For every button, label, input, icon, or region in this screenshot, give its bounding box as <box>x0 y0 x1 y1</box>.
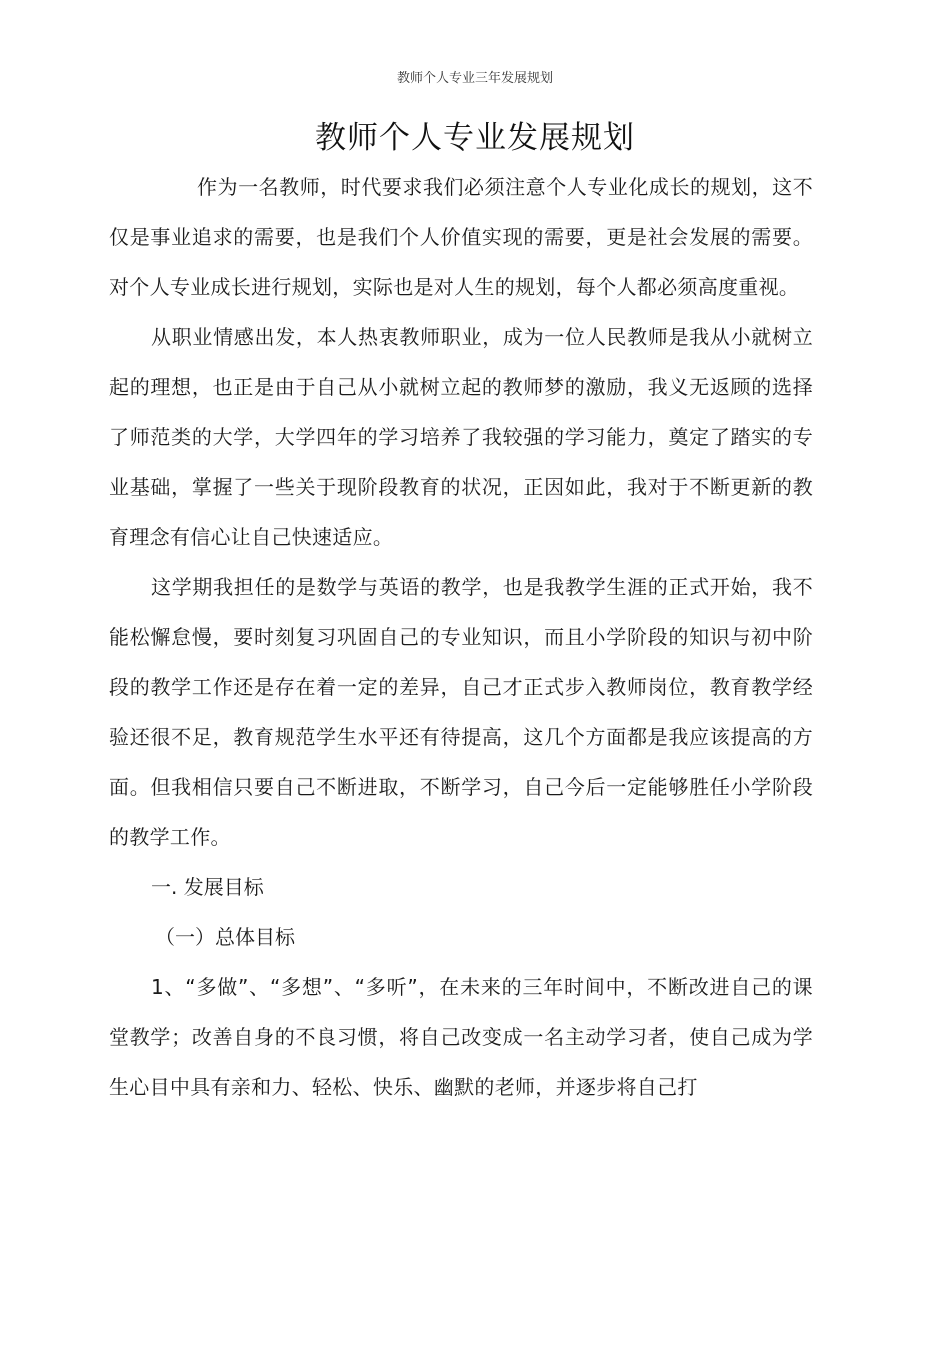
paragraph-current-teaching: 这学期我担任的是数学与英语的教学，也是我教学生涯的正式开始，我不能松懈怠慢，要时刻复习巩固自己的专业知识，而且小学阶段的知识与初中阶段的教学工作还是存在着一定的差异，自己才正式步入教师岗位，教育教学经验还很不足，教育规范学生水平还有待提高，这几个方面都是我应该提高的方面。但我相信只要自己不断进取，不断学习，自己今后一定能够胜任小学阶段的教学工作。 <box>109 575 813 849</box>
subsection-heading: （一）总体目标 <box>155 925 295 949</box>
document-title: 教师个人专业发展规划 <box>315 120 635 156</box>
paragraph-career-motivation: 从职业情感出发，本人热衷教师职业，成为一位人民教师是我从小就树立起的理想，也正是由于自己从小就树立起的教师梦的激励，我义无返顾的选择了师范类的大学，大学四年的学习培养了我较强的学习能力，奠定了踏实的专业基础，掌握了一些关于现阶段教育的状况，正因如此，我对于不断更新的教育理念有信心让自己快速适应。 <box>109 325 813 549</box>
paragraph-intro: 作为一名教师，时代要求我们必须注意个人专业化成长的规划，这不仅是事业追求的需要，也是我们个人价值实现的需要，更是社会发展的需要。对个人专业成长进行规划，实际也是对人生的规划，每个人都必须高度重视。 <box>109 175 813 299</box>
paragraph-goal-1: 1、“多做”、“多想”、“多听”，在未来的三年时间中，不断改进自己的课堂教学；改善自身的不良习惯，将自己改变成一名主动学习者，使自己成为学生心目中具有亲和力、轻松、快乐、幽默的老师，并逐步将自己打 <box>109 975 813 1099</box>
section-heading: 一. 发展目标 <box>151 875 264 899</box>
document-body <box>109 162 813 1112</box>
running-header: 教师个人专业三年发展规划 <box>396 71 553 86</box>
